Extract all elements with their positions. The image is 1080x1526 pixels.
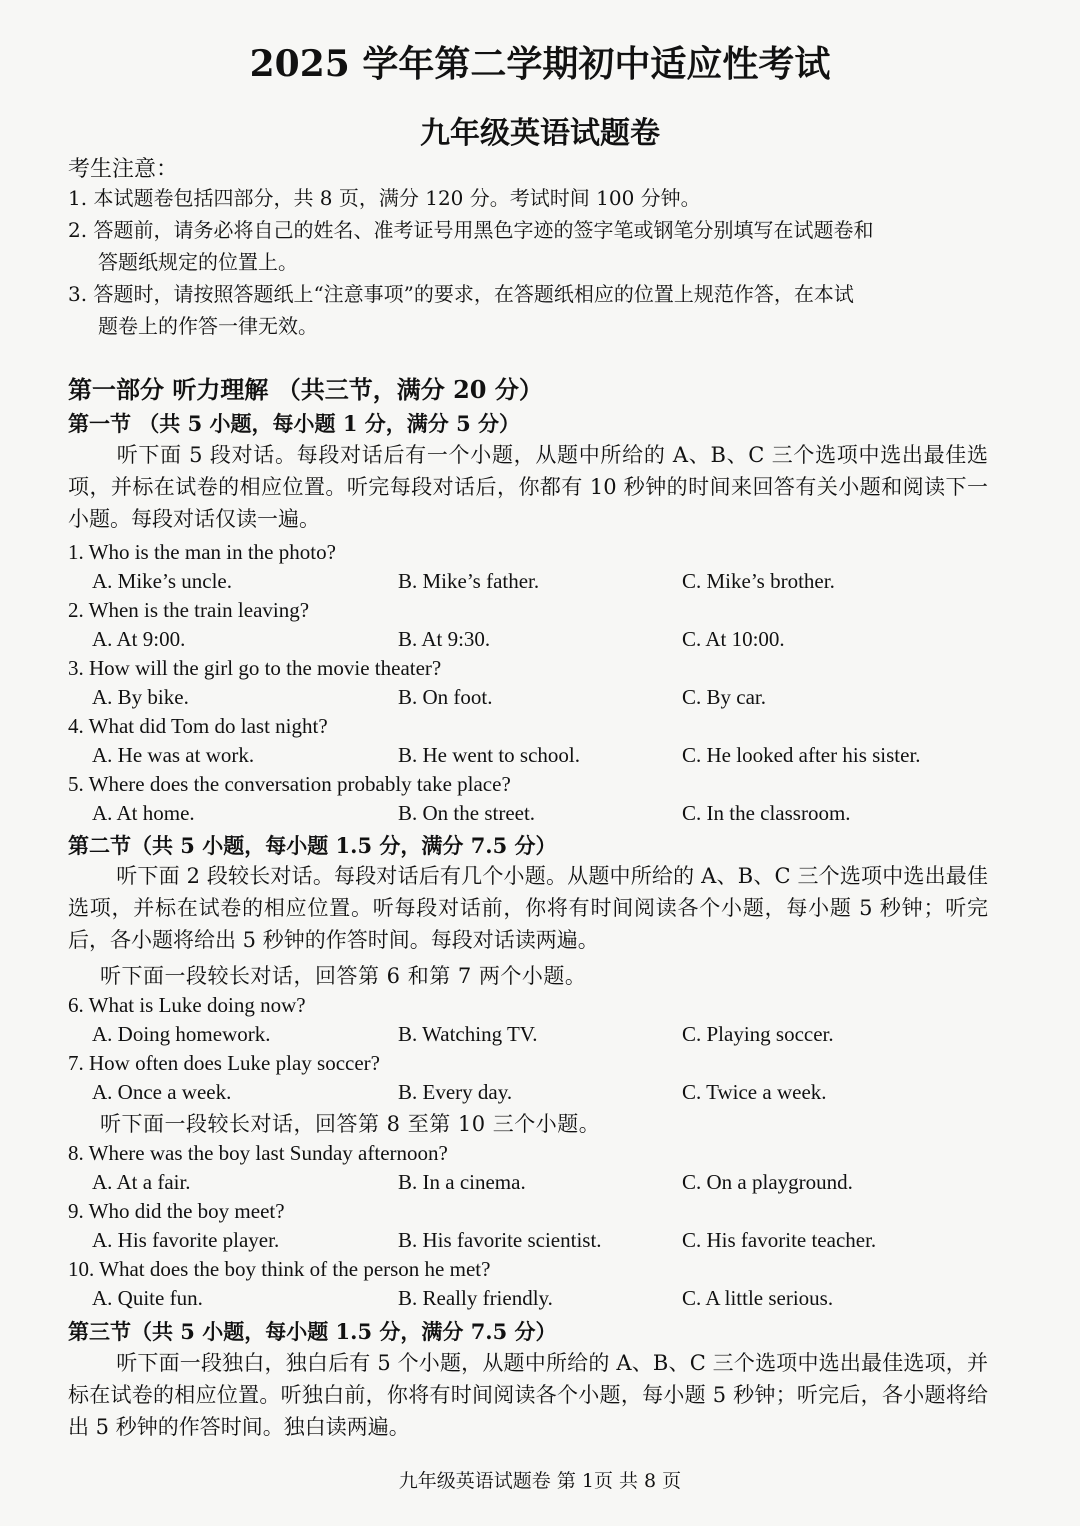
option-a: A. By bike. [92, 685, 189, 709]
option-c: C. Playing soccer. [682, 1022, 834, 1046]
notice-item-line: 2. 答题前，请务必将自己的姓名、准考证号用黑色字迹的签字笔或钢笔分别填写在试题卷和 [68, 218, 874, 242]
option-a: A. Doing homework. [92, 1022, 271, 1046]
notice-item [68, 214, 873, 278]
question-1: 1. Who is the man in the photo? [68, 540, 336, 564]
option-a: A. Once a week. [92, 1080, 232, 1104]
section1-heading: 第一节 （共 5 小题，每小题 1 分，满分 5 分） [68, 411, 521, 436]
notice-item-line: 3. 答题时，请按照答题纸上“注意事项”的要求，在答题纸相应的位置上规范作答，在本试 [68, 282, 854, 306]
option-c: C. A little serious. [682, 1286, 834, 1310]
instructions-text: 听下面 2 段较长对话。每段对话后有几个小题。从题中所给的 A、B、C 三个选项中选出最佳选项，并标在试卷的相应位置。听每段对话前，你将有时间阅读各个小题，每小题 5 秒钟；听完后，各小题将给出 5 秒钟的作答时间。每段对话读两遍。 [68, 864, 988, 952]
notice-heading: 考生注意： [68, 157, 179, 182]
option-c: C. At 10:00. [682, 627, 785, 651]
question-3: 3. How will the girl go to the movie theater? [68, 656, 442, 680]
instructions-text: 听下面 5 段对话。每段对话后有一个小题，从题中所给的 A、B、C 三个选项中选出最佳选项，并标在试卷的相应位置。听完每段对话后，你都有 10 秒钟的时间来回答有关小题和阅读下一小题。每段对话仅读一遍。 [68, 443, 988, 531]
option-a: A. At home. [92, 801, 195, 825]
option-a: A. Mike’s uncle. [92, 569, 232, 593]
section2-heading: 第二节（共 5 小题，每小题 1.5 分，满分 7.5 分） [68, 833, 557, 858]
exam-subtitle: 九年级英语试题卷 [420, 116, 660, 151]
notice-item-line: 答题纸规定的位置上。 [98, 250, 298, 274]
section2-sub2: 听下面一段较长对话，回答第 8 至第 10 三个小题。 [100, 1112, 601, 1136]
section3-heading: 第三节（共 5 小题，每小题 1.5 分，满分 7.5 分） [68, 1319, 557, 1344]
option-b: B. At 9:30. [398, 627, 491, 651]
option-a: A. At a fair. [92, 1170, 191, 1194]
option-b: B. He went to school. [398, 743, 580, 767]
option-c: C. Twice a week. [682, 1080, 827, 1104]
option-b: B. On the street. [398, 801, 536, 825]
notice-item-line: 题卷上的作答一律无效。 [98, 314, 318, 338]
section3-instructions [68, 1347, 988, 1443]
option-b: B. Mike’s father. [398, 569, 540, 593]
question-4: 4. What did Tom do last night? [68, 714, 328, 738]
option-a: A. At 9:00. [92, 627, 186, 651]
option-c: C. Mike’s brother. [682, 569, 835, 593]
page-footer: 九年级英语试题卷 第 1页 共 8 页 [398, 1470, 682, 1492]
section2-instructions [68, 860, 988, 956]
option-b: B. In a cinema. [398, 1170, 526, 1194]
option-b: B. On foot. [398, 685, 493, 709]
notice-item-line: 1. 本试题卷包括四部分，共 8 页，满分 120 分。考试时间 100 分钟。 [68, 186, 701, 210]
question-10: 10. What does the boy think of the person he met? [68, 1257, 491, 1281]
question-7: 7. How often does Luke play soccer? [68, 1051, 380, 1075]
question-2: 2. When is the train leaving? [68, 598, 310, 622]
option-a: A. He was at work. [92, 743, 255, 767]
question-5: 5. Where does the conversation probably take place? [68, 772, 511, 796]
option-c: C. By car. [682, 685, 766, 709]
notice-item [68, 182, 701, 214]
part1-heading: 第一部分 听力理解 （共三节，满分 20 分） [68, 375, 543, 404]
option-c: C. His favorite teacher. [682, 1228, 877, 1252]
option-b: B. Watching TV. [398, 1022, 538, 1046]
exam-title: 2025 学年第二学期初中适应性考试 [249, 43, 831, 85]
option-a: A. Quite fun. [92, 1286, 203, 1310]
option-b: B. His favorite scientist. [398, 1228, 602, 1252]
section2-sub1: 听下面一段较长对话，回答第 6 和第 7 两个小题。 [100, 964, 587, 988]
option-c: C. He looked after his sister. [682, 743, 921, 767]
notice-item [68, 278, 854, 342]
option-b: B. Really friendly. [398, 1286, 553, 1310]
question-9: 9. Who did the boy meet? [68, 1199, 285, 1223]
option-c: C. On a playground. [682, 1170, 853, 1194]
question-6: 6. What is Luke doing now? [68, 993, 306, 1017]
option-a: A. His favorite player. [92, 1228, 280, 1252]
option-c: C. In the classroom. [682, 801, 851, 825]
option-b: B. Every day. [398, 1080, 513, 1104]
instructions-text: 听下面一段独白，独白后有 5 个小题，从题中所给的 A、B、C 三个选项中选出最佳选项，并标在试卷的相应位置。听独白前，你将有时间阅读各个小题，每小题 5 秒钟；听完后，各小题将给出 5 秒钟的作答时间。独白读两遍。 [68, 1351, 988, 1439]
section1-instructions [68, 439, 988, 535]
question-8: 8. Where was the boy last Sunday afternoon? [68, 1141, 448, 1165]
